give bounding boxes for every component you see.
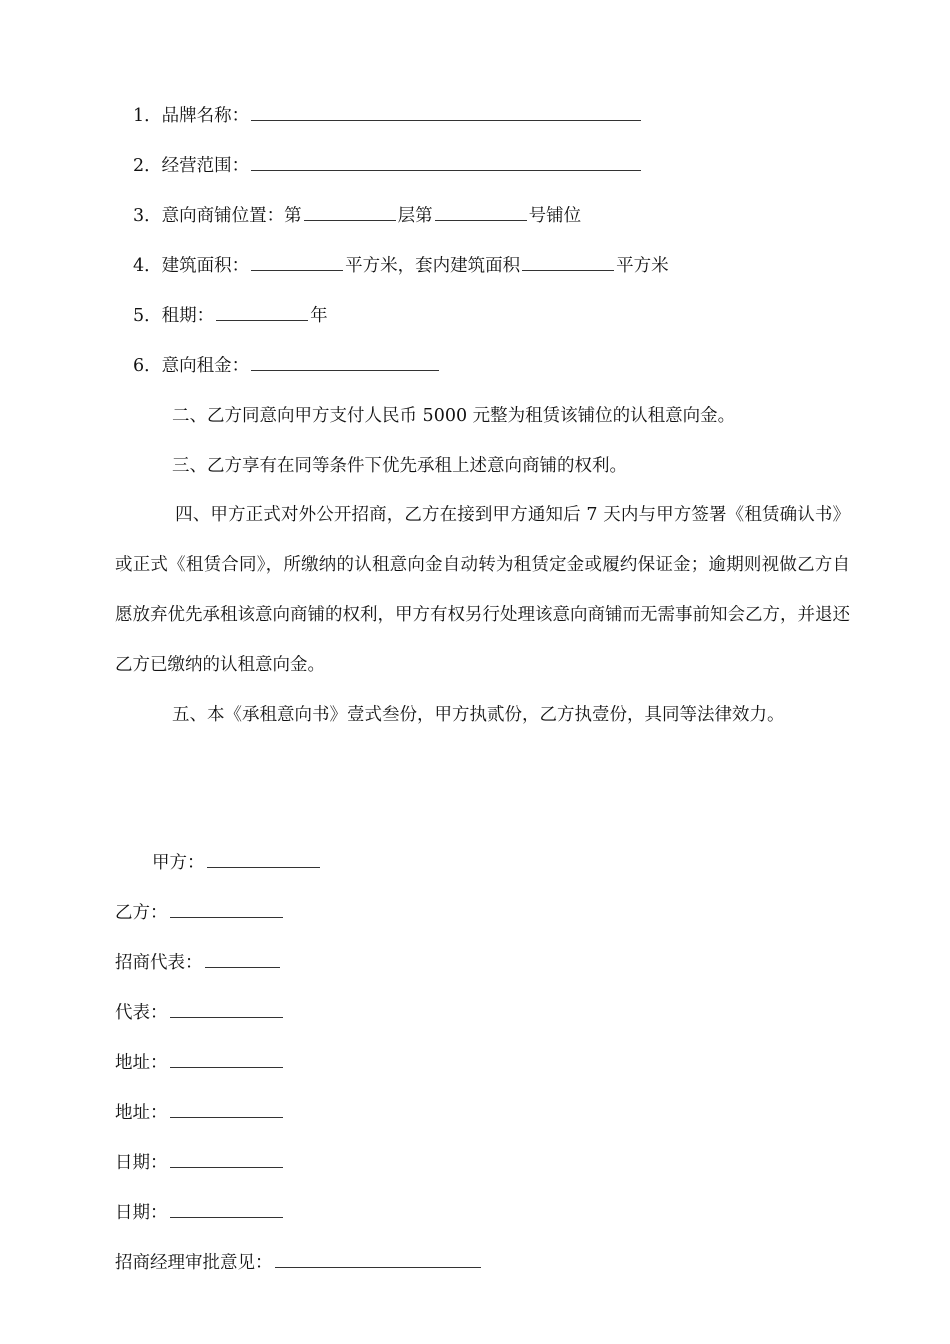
clause-two: 二、乙方同意向甲方支付人民币 5000 元整为租赁该铺位的认租意向金。: [172, 406, 736, 426]
item-shop-location: [133, 204, 581, 228]
item-label: 意向商铺位置：第: [161, 206, 302, 226]
clause-three: 三、乙方享有在同等条件下优先承租上述意向商铺的权利。: [172, 456, 627, 476]
signature-party-b: [115, 901, 285, 925]
item-brand-name: [133, 104, 643, 128]
signature-label: 地址：: [115, 1053, 168, 1073]
item-number: 5．: [133, 306, 162, 326]
inner-area-blank[interactable]: [522, 254, 614, 271]
signature-label: 日期：: [115, 1203, 168, 1223]
signature-label: 招商经理审批意见：: [115, 1253, 273, 1273]
item-building-area: [133, 254, 669, 278]
item-label: 意向租金：: [161, 356, 250, 376]
item-number: 1．: [133, 106, 162, 126]
signature-party-a: [152, 851, 322, 875]
item-suffix: 平方米: [616, 256, 669, 276]
item-intended-rent: [133, 354, 441, 378]
signature-date-2: [115, 1201, 285, 1225]
item-label: 品牌名称：: [161, 106, 250, 126]
signature-label: 地址：: [115, 1103, 168, 1123]
shop-number-blank[interactable]: [435, 204, 527, 221]
term-blank[interactable]: [216, 304, 308, 321]
clause-four: [115, 490, 850, 690]
item-number: 2．: [133, 156, 162, 176]
signature-blank[interactable]: [170, 1101, 283, 1118]
approval-blank[interactable]: [275, 1251, 481, 1268]
signature-blank[interactable]: [170, 1151, 283, 1168]
manager-approval: [115, 1251, 483, 1275]
signature-blank[interactable]: [205, 951, 280, 968]
item-label: 建筑面积：: [161, 256, 250, 276]
signature-label: 甲方：: [152, 853, 205, 873]
signature-address-1: [115, 1051, 285, 1075]
item-mid-text: 平方米，套内建筑面积: [345, 256, 521, 276]
fill-blank[interactable]: [251, 104, 641, 121]
item-suffix: 号铺位: [528, 206, 582, 226]
signature-representative: [115, 1001, 285, 1025]
signature-label: 招商代表：: [115, 953, 203, 973]
floor-blank[interactable]: [304, 204, 396, 221]
signature-blank[interactable]: [170, 1051, 283, 1068]
signature-agent: [115, 951, 282, 975]
item-number: 3．: [133, 206, 162, 226]
signature-label: 代表：: [115, 1003, 168, 1023]
signature-address-2: [115, 1101, 285, 1125]
clause-five: 五、本《承租意向书》壹式叁份，甲方执贰份，乙方执壹份，具同等法律效力。: [172, 705, 785, 725]
item-lease-term: [133, 304, 328, 328]
signature-date-1: [115, 1151, 285, 1175]
signature-blank[interactable]: [207, 851, 320, 868]
item-number: 6．: [133, 356, 162, 376]
fill-blank[interactable]: [251, 154, 641, 171]
signature-label: 乙方：: [115, 903, 168, 923]
item-mid-text: 层第: [397, 206, 433, 226]
item-business-scope: [133, 154, 643, 178]
signature-blank[interactable]: [170, 1001, 283, 1018]
signature-blank[interactable]: [170, 901, 283, 918]
signature-blank[interactable]: [170, 1201, 283, 1218]
item-suffix: 年: [310, 306, 328, 326]
area-blank[interactable]: [251, 254, 343, 271]
clause-four-text: 四、甲方正式对外公开招商，乙方在接到甲方通知后 7 天内与甲方签署《租赁确认书》或正式《租赁合同》，所缴纳的认租意向金自动转为租赁定金或履约保证金；逾期则视做乙方自愿放弃优先承租该意向商铺的权利，甲方有权另行处理该意向商铺而无需事前知会乙方，并退还乙方已缴纳的认租意向金。: [115, 505, 850, 675]
item-number: 4．: [133, 256, 162, 276]
item-label: 租期：: [161, 306, 215, 326]
signature-label: 日期：: [115, 1153, 168, 1173]
item-label: 经营范围：: [161, 156, 250, 176]
rent-blank[interactable]: [251, 354, 439, 371]
